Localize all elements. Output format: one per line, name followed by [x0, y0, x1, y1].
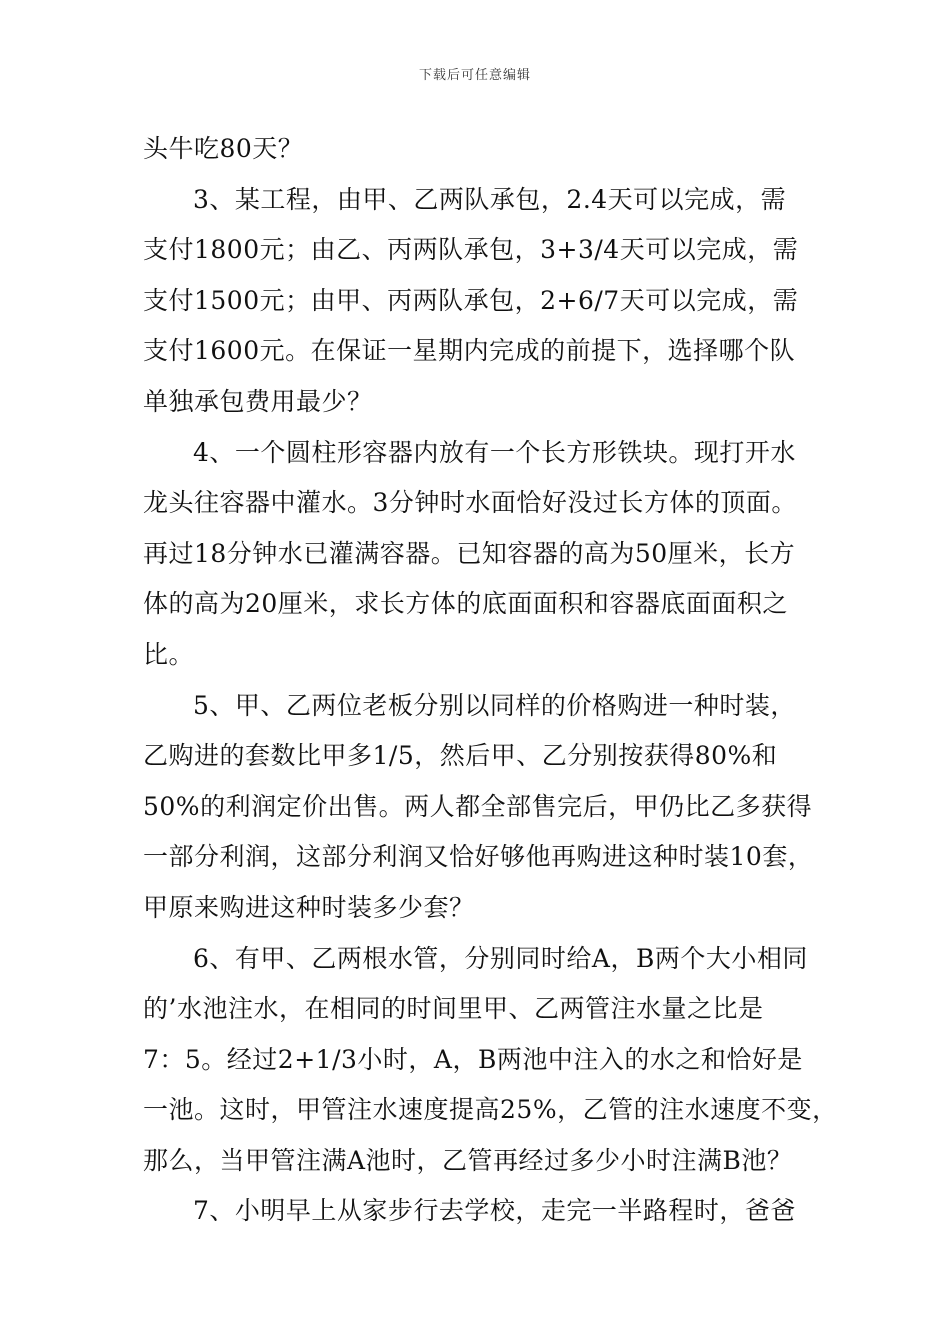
text-line: 的’水池注水，在相同的时间里甲、乙两管注水量之比是 [143, 994, 764, 1024]
text-line: 5、甲、乙两位老板分别以同样的价格购进一种时装， [193, 690, 796, 720]
text-line: 体的高为20厘米，求长方体的底面面积和容器底面面积之 [143, 589, 788, 619]
text-line: 支付1600元。在保证一星期内完成的前提下，选择哪个队 [143, 336, 796, 366]
text-line: 再过18分钟水已灌满容器。已知容器的高为50厘米，长方 [143, 538, 796, 568]
text-line: 那么，当甲管注满A池时，乙管再经过多少小时注满B池？ [143, 1145, 793, 1175]
text-line: 50%的利润定价出售。两人都全部售完后，甲仍比乙多获得 [143, 791, 813, 821]
text-line: 单独承包费用最少？ [143, 386, 373, 416]
text-line: 甲原来购进这种时装多少套？ [143, 892, 475, 922]
text-line: 支付1800元；由乙、丙两队承包，3+3/4天可以完成，需 [143, 235, 799, 265]
text-line: 支付1500元；由甲、丙两队承包，2+6/7天可以完成，需 [143, 285, 799, 315]
text-line: 头牛吃80天？ [143, 134, 304, 163]
document-body [143, 124, 838, 1237]
text-line: 比。 [143, 639, 195, 669]
text-line: 7：5。经过2+1/3小时，A，B两池中注入的水之和恰好是 [143, 1044, 803, 1074]
text-line: 一池。这时，甲管注水速度提高25%，乙管的注水速度不变， [143, 1095, 838, 1125]
text-line: 6、有甲、乙两根水管，分别同时给A，B两个大小相同 [193, 943, 808, 973]
text-line: 4、一个圆柱形容器内放有一个长方形铁块。现打开水 [193, 437, 796, 467]
text-line: 3、某工程，由甲、乙两队承包，2.4天可以完成，需 [193, 184, 787, 214]
text-line: 一部分利润，这部分利润又恰好够他再购进这种时装10套， [143, 842, 814, 872]
text-line: 龙头往容器中灌水。3分钟时水面恰好没过长方体的顶面。 [143, 488, 797, 518]
text-line: 7、小明早上从家步行去学校，走完一半路程时，爸爸 [193, 1196, 796, 1226]
page-header: 下载后可任意编辑 [418, 68, 531, 83]
text-line: 乙购进的套数比甲多1/5，然后甲、乙分别按获得80%和 [143, 741, 778, 771]
